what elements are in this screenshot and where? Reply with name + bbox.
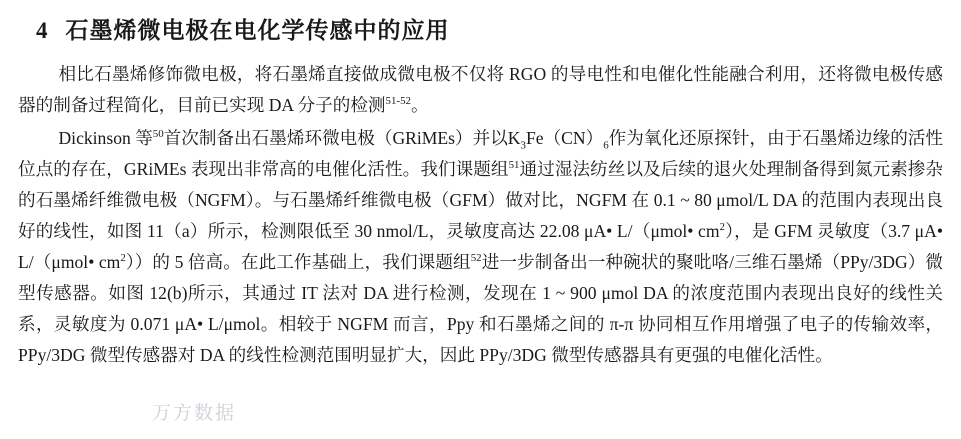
subscript-3: 3 bbox=[520, 139, 526, 152]
citation-ref-50: 50 bbox=[152, 128, 164, 141]
paragraph-2-seg-d: 作为氧化还原探针，由于石墨烯边缘的活性位点的存在，GRiMEs 表现出非常高的电催化活性。我们课题组 bbox=[18, 128, 943, 179]
superscript-2-second: 2 bbox=[120, 252, 126, 265]
citation-ref-51-52: 51-52 bbox=[385, 95, 411, 108]
paragraph-1-text: 相比石墨烯修饰微电极，将石墨烯直接做成微电极不仅将 RGO 的导电性和电催化性能融合利用，还将微电极传感器的制备过程简化，目前已实现 DA 分子的检测 bbox=[18, 64, 943, 115]
page-title: 石墨烯微电极在电化学传感中的应用 bbox=[65, 18, 450, 44]
paragraph-2-seg-e: 通过湿法纺丝以及后续的退火处理制备得到氮元素掺杂的石墨烯纤维微电极（NGFM）。与石墨烯纤维微电极（GFM）做对比，NGFM 在 0.1 ~ 80 μmol/L DA 的范围内表现出良好的线性，如图 11（a）所示，检测限低至 30 nmol/L，灵敏度高达 22.08 μA• L/（μmol• cm bbox=[18, 159, 943, 241]
citation-ref-51: 51 bbox=[508, 159, 520, 172]
section-number: 4 bbox=[36, 18, 48, 43]
watermark-text: 万方数据 bbox=[152, 402, 237, 424]
section-heading bbox=[36, 12, 943, 45]
paragraph-1-tail: 。 bbox=[410, 95, 429, 115]
paragraph-2-seg-g: ））的 5 倍高。在此工作基础上，我们课题组 bbox=[125, 252, 471, 272]
superscript-2-first: 2 bbox=[719, 221, 725, 234]
citation-ref-52: 52 bbox=[470, 252, 482, 265]
paragraph-1 bbox=[18, 59, 943, 121]
paragraph-2 bbox=[18, 123, 943, 371]
paragraph-2-seg-b: 首次制备出石墨烯环微电极（GRiMEs）并以K bbox=[163, 128, 521, 148]
paragraph-2-seg-c: Fe（CN） bbox=[525, 128, 604, 148]
paragraph-2-seg-a: Dickinson 等 bbox=[58, 128, 153, 148]
subscript-6: 6 bbox=[603, 139, 609, 152]
paragraph-2-seg-h: 进一步制备出一种碗状的聚吡咯/三维石墨烯（PPy/3DG）微型传感器。如图 12(b)所示，其通过 IT 法对 DA 进行检测，发现在 1 ~ 900 μmol DA 的浓度范围内表现出良好的线性关系，灵敏度为 0.071 μA• L/μmol。相较于 NGFM 而言，Ppy 和石墨烯之间的 π-π 协同相互作用增强了电子的传输效率，PPy/3DG 微型传感器对 DA 的线性检测范围明显扩大，因此 PPy/3DG 微型传感器具有更强的电催化活性。 bbox=[18, 252, 944, 365]
paragraph-2-seg-f: ），是 GFM 灵敏度（3.7 μA• L/（μmol• cm bbox=[18, 221, 943, 272]
